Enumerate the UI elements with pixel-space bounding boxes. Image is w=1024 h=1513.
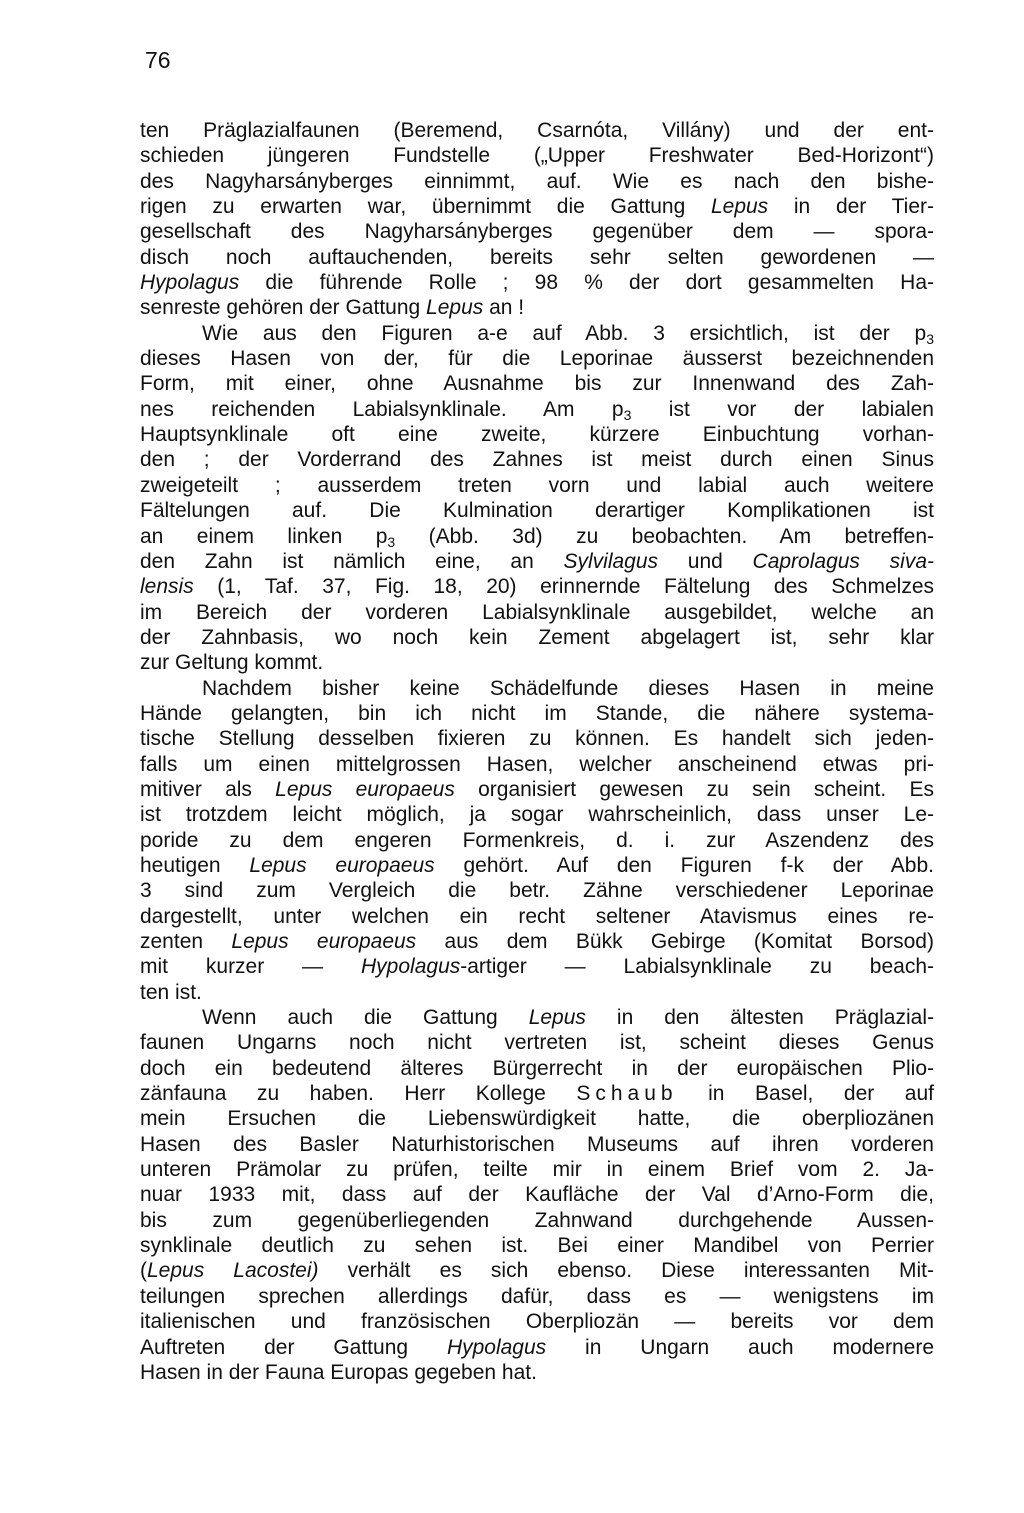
text-run: nes reichenden Labialsynklinale. Am p [140, 397, 624, 421]
italic-term: Lepus [426, 296, 484, 320]
italic-term: Lepus Lacostei) [147, 1259, 319, 1283]
text-line [140, 245, 934, 270]
text-run: disch noch auftauchenden, bereits sehr selten gewordenen — [140, 245, 934, 269]
text-run: 3 sind zum Vergleich die betr. Zähne verschiedener Leporinae [140, 879, 934, 903]
text-run: gehört. Auf den Figuren f-k der Abb. [434, 853, 934, 877]
author-name: Schaub [576, 1082, 678, 1106]
italic-term: Lepus [710, 195, 769, 219]
text-line [140, 371, 934, 396]
text-run: synklinale deutlich zu sehen ist. Bei einer Mandibel von Perrier [140, 1234, 934, 1258]
text-run: die führende Rolle ; 98 % der dort gesammelten Ha- [239, 271, 934, 295]
text-run: heutigen [140, 853, 250, 877]
body-text [140, 118, 934, 1385]
text-run: rigen zu erwarten war, übernimmt die Gattung [140, 195, 711, 219]
text-line [140, 650, 934, 675]
text-line [140, 1258, 934, 1283]
text-line [140, 701, 934, 726]
text-line [140, 1360, 934, 1385]
text-run: ten ist. [140, 980, 202, 1004]
text-line [140, 1284, 934, 1309]
text-line [140, 1106, 934, 1131]
text-run: poride zu dem engeren Formenkreis, d. i. zur Aszendenz des [140, 828, 934, 852]
italic-term: Hypolagus [446, 1335, 547, 1359]
text-line [140, 447, 934, 472]
text-run: italienischen und französischen Oberpliozän — bereits vor dem [140, 1310, 934, 1334]
text-line [140, 853, 934, 878]
text-run: Form, mit einer, ohne Ausnahme bis zur Innenwand des Zah- [140, 372, 934, 396]
text-run: in den ältesten Präglazial- [585, 1006, 934, 1030]
text-run: zenten [140, 930, 232, 953]
text-run: teilungen sprechen allerdings dafür, dass es — wenigstens im [140, 1284, 934, 1308]
text-run: -artiger — Labialsynklinale zu beach- [460, 955, 934, 979]
text-line [140, 1030, 934, 1055]
tooth-index: 3 [926, 330, 934, 347]
text-run: den Zahn ist nämlich eine, an [140, 549, 564, 573]
text-line [140, 726, 934, 751]
text-line [140, 802, 934, 827]
italic-term: Caprolagus siva- [752, 549, 934, 573]
text-run: ( [140, 1259, 147, 1283]
text-run: Auftreten der Gattung [140, 1335, 447, 1359]
text-run: den ; der Vorderrand des Zahnes ist meist durch einen Sinus [140, 448, 934, 472]
text-line [140, 954, 934, 979]
text-line [140, 549, 934, 574]
text-line [140, 1208, 934, 1233]
text-line [140, 1132, 934, 1157]
text-run: der Zahnbasis, wo noch kein Zement abgelagert ist, sehr klar [140, 625, 934, 649]
text-line [140, 777, 934, 802]
text-line [140, 219, 934, 244]
text-run: tische Stellung desselben fixieren zu können. Es handelt sich jeden- [140, 727, 934, 751]
text-run: dargestellt, unter welchen ein recht seltener Atavismus eines re- [140, 904, 934, 928]
text-run: verhält es sich ebenso. Diese interessanten Mit- [318, 1259, 934, 1283]
text-line [140, 194, 934, 219]
text-run: Nachdem bisher keine Schädelfunde dieses Hasen in meine [202, 676, 934, 700]
tooth-index: 3 [387, 533, 396, 549]
text-run: mein Ersuchen die Liebenswürdigkeit hatte, die oberpliozänen [140, 1107, 934, 1131]
text-line [140, 1182, 934, 1207]
text-line [140, 904, 934, 929]
text-line [140, 1081, 934, 1106]
text-run: in der Tier- [768, 195, 934, 219]
italic-term: Lepus europaeus [249, 853, 435, 877]
text-line [140, 524, 934, 549]
italic-term: Lepus [528, 1006, 586, 1030]
text-line [140, 929, 934, 954]
text-line [140, 143, 934, 168]
text-run: bis zum gegenüberliegenden Zahnwand durchgehende Aussen- [140, 1208, 934, 1232]
text-run: Hände gelangten, bin ich nicht im Stande, die nähere systema- [140, 701, 934, 725]
text-run: gesellschaft des Nagyharsányberges gegenüber dem — spora- [140, 220, 934, 244]
text-run: dieses Hasen von der, für die Leporinae äusserst bezeichnenden [140, 347, 934, 371]
text-run: schieden jüngeren Fundstelle („Upper Freshwater Bed-Horizont“) [140, 144, 934, 168]
italic-term: Sylvilagus [563, 549, 659, 573]
text-line [140, 676, 934, 701]
italic-term: Lepus europaeus [231, 930, 417, 953]
text-run: in Ungarn auch modernere [546, 1335, 934, 1359]
italic-term: Hypolagus [140, 271, 240, 295]
text-run: zänfauna zu haben. Herr Kollege [140, 1082, 577, 1106]
text-line [140, 1233, 934, 1258]
text-line [140, 1005, 934, 1030]
text-line [140, 346, 934, 371]
text-line [140, 321, 934, 346]
text-line [140, 295, 934, 320]
italic-term: Lepus europaeus [275, 777, 455, 801]
page-number: 76 [145, 47, 171, 73]
text-run: doch ein bedeutend älteres Bürgerrecht in der europäischen Plio- [140, 1056, 934, 1080]
text-line [140, 397, 934, 422]
text-run: des Nagyharsányberges einnimmt, auf. Wie es nach den bishe- [140, 169, 934, 193]
text-line [140, 422, 934, 447]
text-line [140, 980, 934, 1005]
text-line [140, 1157, 934, 1182]
text-run: aus dem Bükk Gebirge (Komitat Borsod) [416, 930, 934, 953]
text-run: organisiert gewesen zu sein scheint. Es [454, 777, 934, 801]
text-run: Hasen in der Fauna Europas gegeben hat. [140, 1360, 537, 1384]
text-run: zweigeteilt ; ausserdem treten vorn und labial auch weitere [140, 473, 934, 497]
text-line [140, 574, 934, 599]
text-line [140, 828, 934, 853]
text-run: unteren Prämolar zu prüfen, teilte mir in einem Brief vom 2. Ja- [140, 1158, 934, 1182]
text-run: an einem linken p [140, 524, 388, 548]
text-run: ist vor der labialen [631, 397, 934, 421]
italic-term: lensis [140, 575, 194, 599]
text-run: falls um einen mittelgrossen Hasen, welcher anscheinend etwas pri- [140, 752, 934, 776]
text-run: Hasen des Basler Naturhistorischen Museums auf ihren vorderen [140, 1132, 934, 1156]
text-run: faunen Ungarns noch nicht vertreten ist, scheint dieses Genus [140, 1031, 934, 1055]
text-run: zur Geltung kommt. [140, 651, 324, 675]
text-run: Fältelungen auf. Die Kulmination derartiger Komplikationen ist [140, 499, 934, 523]
text-run: Hauptsynklinale oft eine zweite, kürzere Einbuchtung vorhan- [140, 423, 934, 447]
text-line [140, 473, 934, 498]
text-run: ten Präglazialfaunen (Beremend, Csarnóta, Villány) und der ent- [140, 119, 934, 142]
text-run: senreste gehören der Gattung [140, 296, 427, 320]
text-line [140, 878, 934, 903]
tooth-index: 3 [623, 406, 632, 423]
text-line [140, 1335, 934, 1360]
text-line [140, 270, 934, 295]
text-run: (Abb. 3d) zu beobachten. Am betreffen- [395, 524, 934, 548]
text-line [140, 600, 934, 625]
text-line [140, 1056, 934, 1081]
text-run: Wie aus den Figuren a-e auf Abb. 3 ersichtlich, ist der p [202, 321, 927, 345]
text-run: im Bereich der vorderen Labialsynklinale ausgebildet, welche an [140, 600, 934, 624]
text-run: nuar 1933 mit, dass auf der Kaufläche der Val d’Arno-Form die, [140, 1183, 934, 1207]
text-run: und [658, 549, 753, 573]
text-run: mit kurzer — [140, 955, 362, 979]
italic-term: Hypolagus [361, 955, 461, 979]
text-run: Wenn auch die Gattung [202, 1006, 529, 1030]
text-run: ist trotzdem leicht möglich, ja sogar wahrscheinlich, dass unser Le- [140, 803, 934, 827]
text-run: in Basel, der auf [677, 1082, 934, 1106]
text-line [140, 1309, 934, 1334]
text-line [140, 625, 934, 650]
text-line [140, 118, 934, 143]
text-run: (1, Taf. 37, Fig. 18, 20) erinnernde Fältelung des Schmelzes [193, 575, 934, 599]
text-line [140, 169, 934, 194]
text-line [140, 752, 934, 777]
text-run: an ! [483, 296, 525, 320]
text-run: mitiver als [140, 777, 276, 801]
text-line [140, 498, 934, 523]
